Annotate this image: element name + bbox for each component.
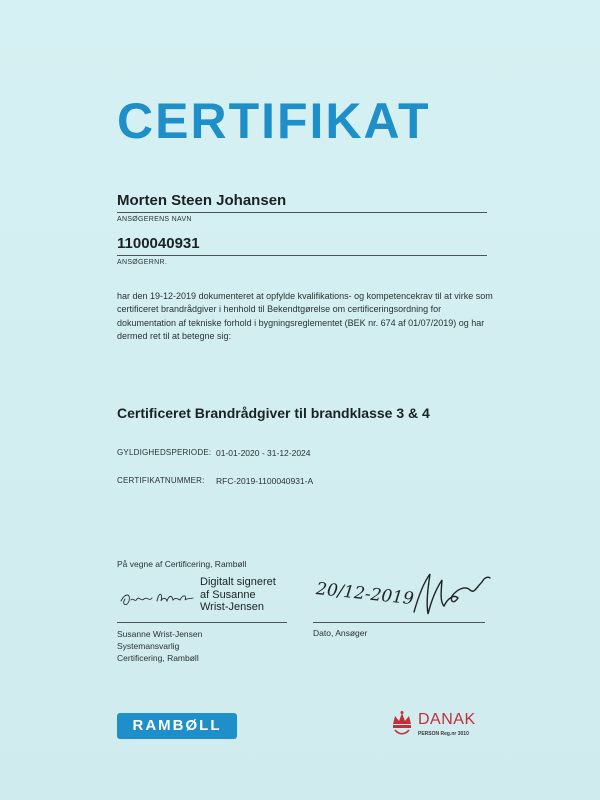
on-behalf-text: På vegne af Certificering, Rambøll: [117, 559, 247, 569]
validity-label: GYLDIGHEDSPERIODE:: [117, 448, 212, 457]
applicant-number-line: [117, 255, 487, 256]
ramboll-logo: RAMBØLL: [117, 713, 237, 739]
digital-signature-text: [200, 576, 276, 614]
signer-org: Certificering, Rambøll: [117, 653, 199, 663]
applicant-name-line: [117, 212, 487, 213]
handwritten-date: 20/12-2019: [315, 579, 415, 610]
signer-block: [117, 628, 202, 664]
danak-text: DANAK: [418, 711, 476, 728]
danak-logo: [390, 708, 500, 748]
signer-name: Susanne Wrist-Jensen: [117, 629, 203, 639]
danak-subtext: PERSON Reg.nr 3010: [418, 731, 469, 737]
applicant-date-line: [313, 622, 485, 623]
signer-role: Systemansvarlig: [117, 641, 180, 651]
handwritten-date-and-signature: [314, 568, 494, 626]
validity-value: 01-01-2020 - 31-12-2024: [216, 448, 311, 458]
applicant-number-label: ANSØGERNR.: [117, 259, 168, 266]
date-label: Dato, Ansøger: [313, 628, 368, 638]
applicant-name-label: ANSØGERENS NAVN: [117, 216, 192, 223]
certificate-title: CERTIFIKAT: [117, 93, 431, 149]
certificate-body-text: har den 19-12-2019 dokumenteret at opfylde kvalifikations- og kompetencekrav til at virke som certificeret brandrådgiver i henhold til Bekendtgørelse om certificeringsordning for dokumentation af tekniske forhold i bygningsreglementet (BEK nr. 674 af 01/07/2019) og har dermed ret til at betegne sig:: [117, 291, 493, 342]
digital-signature-line-3: Wrist-Jensen: [200, 601, 264, 613]
cert-number-label: CERTIFIKATNUMMER:: [117, 476, 205, 485]
issuer-signature-line: [117, 622, 287, 623]
cert-number-value: RFC-2019-1100040931-A: [216, 476, 314, 486]
applicant-number: 1100040931: [117, 235, 200, 252]
certification-title: Certificeret Brandrådgiver til brandklasse 3 & 4: [117, 405, 430, 421]
crown-icon: [390, 710, 414, 736]
issuer-signature-icon: [117, 583, 197, 611]
applicant-name: Morten Steen Johansen: [117, 192, 287, 209]
digital-signature-line-1: Digitalt signeret: [200, 576, 276, 588]
digital-signature-line-2: af Susanne: [200, 588, 256, 601]
